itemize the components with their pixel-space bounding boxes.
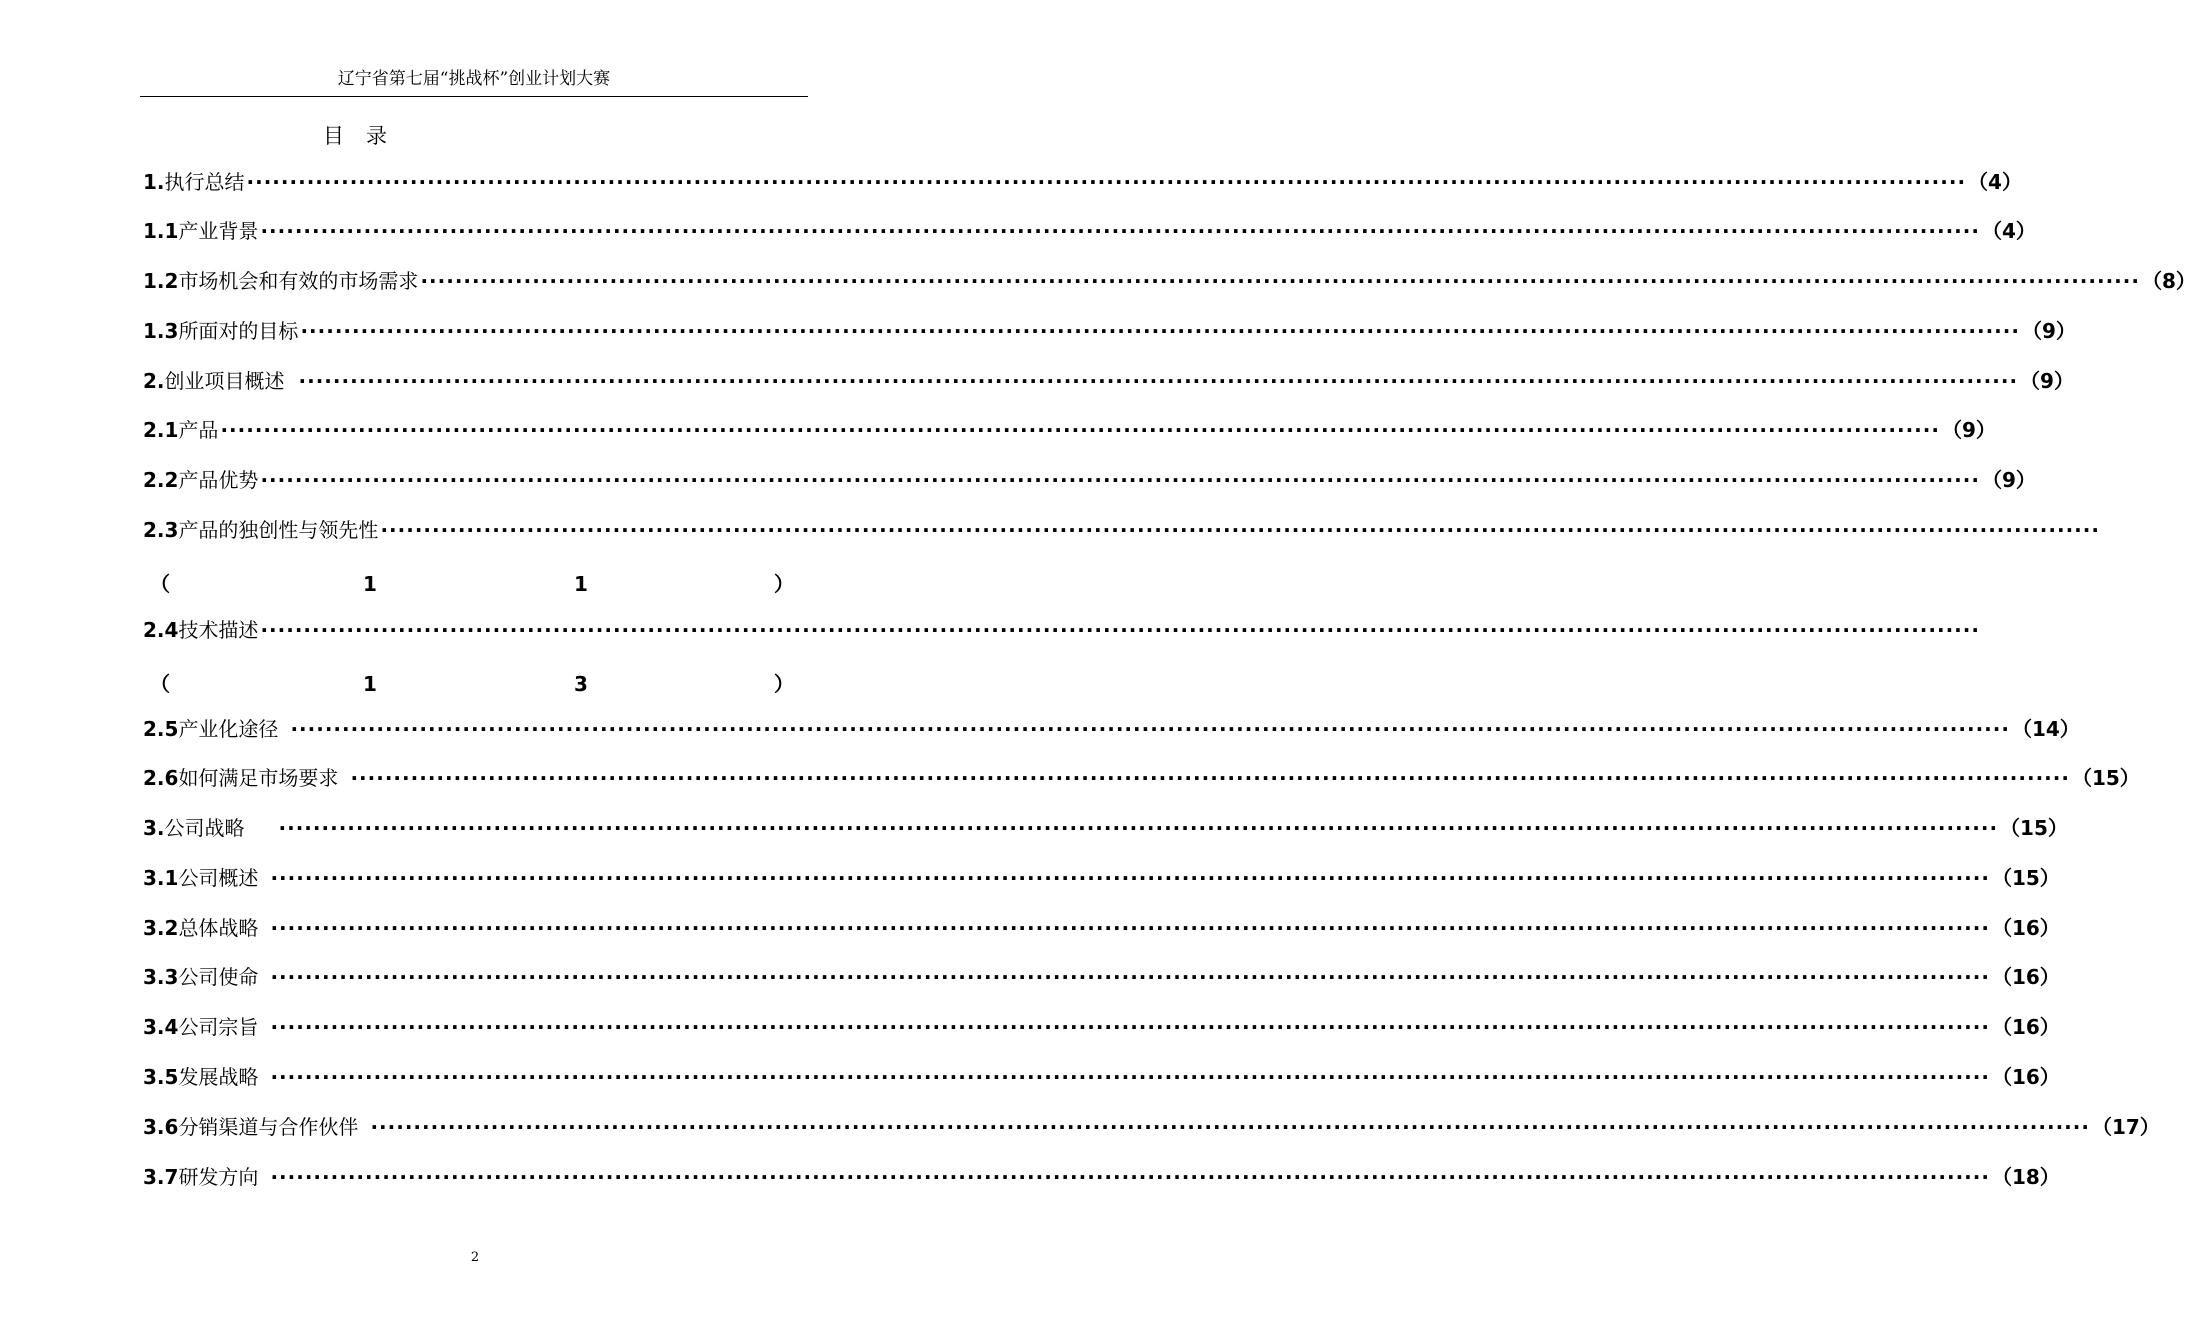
toc-entry-title: 产业背景 xyxy=(178,219,259,243)
toc-leader-dots: ········································································································································································································ xyxy=(270,1165,1990,1189)
page-digit: 1 xyxy=(574,572,588,596)
toc-entry-3-2[interactable] xyxy=(143,912,2060,944)
toc-entry-3-7[interactable] xyxy=(143,1161,2060,1193)
toc-entry-2-4-page xyxy=(150,668,800,700)
toc-entry-2-3-page xyxy=(150,568,800,600)
paren-close: ） xyxy=(774,572,794,596)
toc-entry-title: 所面对的目标 xyxy=(178,319,299,343)
toc-entry-number: 2.1 xyxy=(143,418,179,442)
toc-entry-page: （18） xyxy=(1991,1165,2060,1189)
toc-entry-title: 研发方向 xyxy=(178,1165,259,1189)
toc-entry-number: 2.3 xyxy=(143,518,179,542)
toc-entry-title: 创业项目概述 xyxy=(164,369,285,393)
toc-entry-page: （14） xyxy=(2011,717,2080,741)
toc-entry-title: 总体战略 xyxy=(178,916,259,940)
toc-entry-number: 1.2 xyxy=(143,269,179,293)
toc-entry-number: 1.1 xyxy=(143,219,179,243)
toc-entry-title: 如何满足市场要求 xyxy=(178,766,339,790)
toc-entry-page: （15） xyxy=(2071,766,2140,790)
toc-entry-page: （15） xyxy=(1991,866,2060,890)
toc-entry-title: 产品的独创性与领先性 xyxy=(178,518,379,542)
toc-entry-number: 2.5 xyxy=(143,717,179,741)
toc-entry-page: （9） xyxy=(2021,319,2076,343)
toc-entry-title: 公司使命 xyxy=(178,965,259,989)
toc-entry-number: 2. xyxy=(143,369,165,393)
toc-entry-2-2[interactable] xyxy=(143,464,2036,496)
paren-close: ） xyxy=(774,672,794,696)
page-digit: 1 xyxy=(363,672,377,696)
toc-leader-dots: ········································································································································································································ xyxy=(290,717,2010,741)
toc-entry-3[interactable] xyxy=(143,812,2068,844)
toc-leader-dots: ········································································································································································································ xyxy=(246,170,1967,194)
toc-leader-dots: ········································································································································································································ xyxy=(270,965,1990,989)
toc-entry-number: 3.2 xyxy=(143,916,179,940)
toc-entry-number: 3. xyxy=(143,816,165,840)
toc-entry-2-1[interactable] xyxy=(143,414,1996,446)
toc-leader-dots: ········································································································································································································ xyxy=(220,418,1940,442)
toc-entry-1-3[interactable] xyxy=(143,315,2076,347)
toc-leader-dots: ········································································································································································································ xyxy=(260,618,1980,642)
toc-entry-1[interactable] xyxy=(143,166,2022,198)
toc-entry-2-5[interactable] xyxy=(143,713,2080,745)
toc-entry-page: （9） xyxy=(1941,418,1996,442)
toc-entry-number: 3.6 xyxy=(143,1115,179,1139)
toc-entry-3-1[interactable] xyxy=(143,862,2060,894)
header-title: 辽宁省第七届“挑战杯”创业计划大赛 xyxy=(337,69,611,89)
toc-leader-dots: ········································································································································································································ xyxy=(300,319,2020,343)
toc-entry-2-4[interactable] xyxy=(143,614,1980,646)
toc-entry-number: 2.4 xyxy=(143,618,179,642)
toc-entry-number: 3.5 xyxy=(143,1065,179,1089)
toc-leader-dots: ········································································································································································································ xyxy=(298,369,2019,393)
toc-leader-dots: ········································································································································································································ xyxy=(420,269,2140,293)
toc-entry-title: 市场机会和有效的市场需求 xyxy=(178,269,419,293)
toc-entry-title: 产业化途径 xyxy=(178,717,279,741)
toc-entry-number: 1. xyxy=(143,170,165,194)
toc-entry-number: 3.4 xyxy=(143,1015,179,1039)
toc-entry-page: （9） xyxy=(2020,369,2074,393)
toc-entry-number: 2.6 xyxy=(143,766,179,790)
toc-leader-dots: ········································································································································································································ xyxy=(270,866,1990,890)
toc-entry-page: （15） xyxy=(2000,816,2068,840)
page-number: 2 xyxy=(470,1250,480,1265)
toc-entry-number: 3.7 xyxy=(143,1165,179,1189)
toc-leader-dots: ········································································································································································································ xyxy=(350,766,2070,790)
toc-entry-number: 3.1 xyxy=(143,866,179,890)
toc-entry-number: 2.2 xyxy=(143,468,179,492)
page-digit: 1 xyxy=(363,572,377,596)
toc-leader-dots: ········································································································································································································ xyxy=(270,1065,1990,1089)
toc-entry-title: 技术描述 xyxy=(178,618,259,642)
toc-entry-2-3[interactable] xyxy=(143,514,2100,546)
toc-entry-title: 公司概述 xyxy=(178,866,259,890)
toc-leader-dots: ········································································································································································································ xyxy=(270,916,1990,940)
toc-leader-dots: ········································································································································································································ xyxy=(260,468,1980,492)
toc-entry-number: 1.3 xyxy=(143,319,179,343)
toc-leader-dots: ········································································································································································································ xyxy=(380,518,2100,542)
toc-title: 目录 xyxy=(323,124,409,148)
toc-leader-dots: ········································································································································································································ xyxy=(370,1115,2090,1139)
toc-entry-page: （9） xyxy=(1981,468,2036,492)
toc-entry-2-6[interactable] xyxy=(143,762,2140,794)
toc-entry-title: 产品优势 xyxy=(178,468,259,492)
toc-entry-page: （8） xyxy=(2141,269,2196,293)
paren-open: （ xyxy=(150,572,170,596)
toc-entry-page: （4） xyxy=(1981,219,2036,243)
toc-entry-title: 公司战略 xyxy=(164,816,245,840)
paren-open: （ xyxy=(150,672,170,696)
toc-entry-title: 发展战略 xyxy=(178,1065,259,1089)
toc-entry-3-6[interactable] xyxy=(143,1111,2160,1143)
toc-leader-dots: ········································································································································································································ xyxy=(278,816,1999,840)
page-header xyxy=(140,62,808,97)
toc-entry-title: 产品 xyxy=(178,418,219,442)
toc-entry-3-4[interactable] xyxy=(143,1011,2060,1043)
toc-entry-page: （16） xyxy=(1991,916,2060,940)
toc-entry-2[interactable] xyxy=(143,365,2074,397)
toc-entry-title: 公司宗旨 xyxy=(178,1015,259,1039)
toc-entry-page: （16） xyxy=(1991,1015,2060,1039)
toc-entry-3-3[interactable] xyxy=(143,961,2060,993)
toc-entry-page: （16） xyxy=(1991,965,2060,989)
toc-entry-page: （17） xyxy=(2091,1115,2160,1139)
toc-entry-number: 3.3 xyxy=(143,965,179,989)
toc-leader-dots: ········································································································································································································ xyxy=(260,219,1980,243)
toc-entry-3-5[interactable] xyxy=(143,1061,2060,1093)
toc-entry-title: 执行总结 xyxy=(164,170,245,194)
toc-entry-page: （4） xyxy=(1968,170,2022,194)
page-digit: 3 xyxy=(574,672,588,696)
toc-entry-page: （16） xyxy=(1991,1065,2060,1089)
toc-leader-dots: ········································································································································································································ xyxy=(270,1015,1990,1039)
toc-entry-title: 分销渠道与合作伙伴 xyxy=(178,1115,359,1139)
toc-entry-1-1[interactable] xyxy=(143,215,2036,247)
toc-entry-1-2[interactable] xyxy=(143,265,2196,297)
